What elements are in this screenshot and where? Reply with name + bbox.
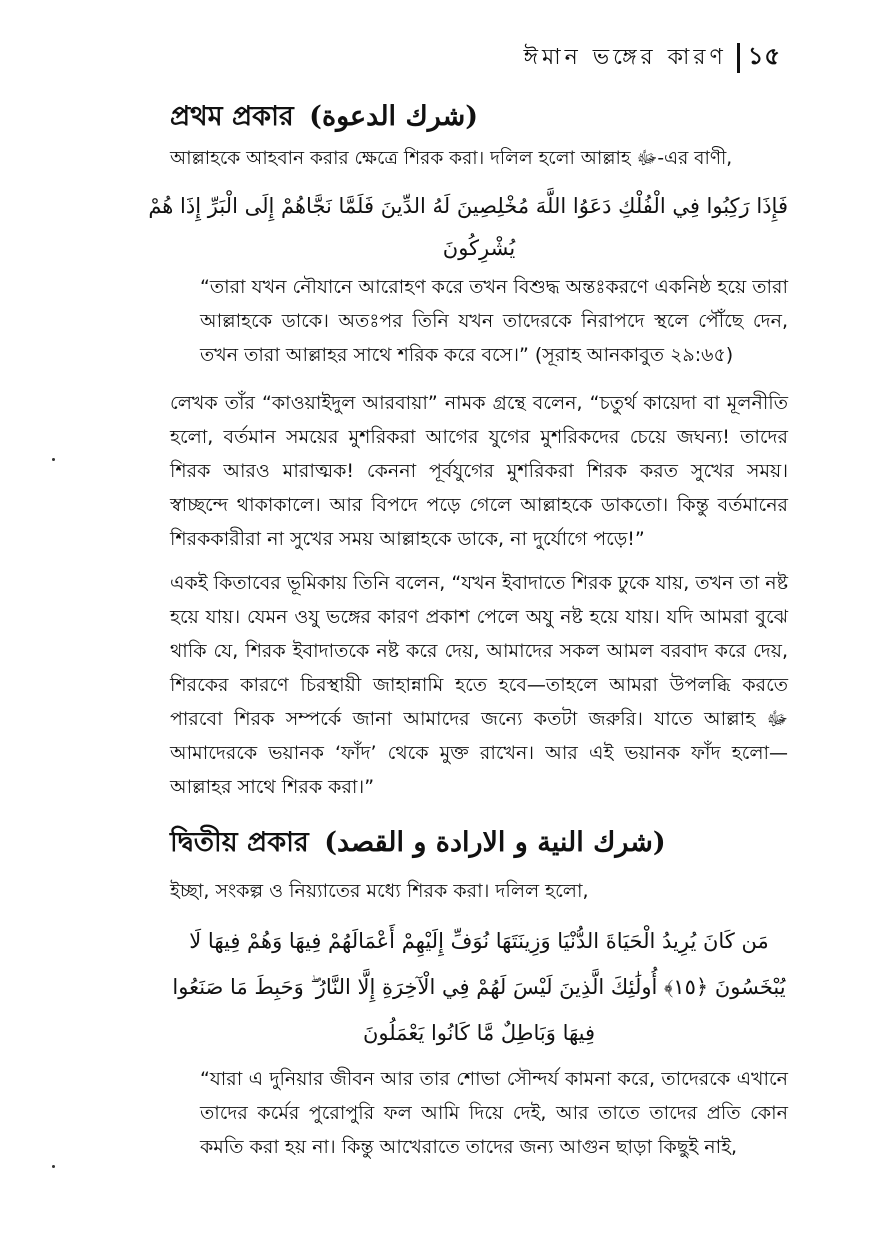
verse-translation-quote: “তারা যখন নৌযানে আরোহণ করে তখন বিশুদ্ধ অন্তঃকরণে একনিষ্ঠ হয়ে তারা আল্লাহকে ডাকে। অতঃপর তিনি যখন তাদেরকে নিরাপদে স্থলে পৌঁছে দেন, তখন তারা আল্লাহর সাথে শরিক করে বসে।” (সূরাহ আনকাবুত ২৯:৬৫) <box>200 276 788 366</box>
quran-verse-line: فَإِذَا رَكِبُوا فِي الْفُلْكِ دَعَوُا اللَّهَ مُخْلِصِينَ لَهُ الدِّينَ فَلَمَّا نَجَّاهُمْ إِلَى الْبَرِّ إِذَا هُمْ <box>148 194 788 218</box>
heading-bengali: প্রথম প্রকার <box>170 101 294 132</box>
section-heading-second <box>170 818 788 868</box>
quran-verse-line: فِيهَا وَبَاطِلٌ مَّا كَانُوا يَعْمَلُونَ <box>362 1021 596 1045</box>
running-header <box>524 38 781 78</box>
heading-arabic: (شرك الدعوة) <box>309 101 479 132</box>
intro-paragraph: আল্লাহকে আহবান করার ক্ষেত্রে শিরক করা। দলিল হলো আল্লাহ ﷻ-এর বাণী, <box>170 148 733 169</box>
quran-verse-line: يُبْخَسُونَ ﴿١٥﴾ أُولَٰئِكَ الَّذِينَ لَيْسَ لَهُمْ فِي الْآخِرَةِ إِلَّا النَّارُ ۖ وَحَبِطَ مَا صَنَعُوا <box>172 975 786 999</box>
scan-speck <box>52 1165 55 1168</box>
scan-speck <box>52 458 55 461</box>
verse-translation-quote: “যারা এ দুনিয়ার জীবন আর তার শোভা সৌন্দর্য কামনা করে, তাদেরকে এখানে তাদের কর্মের পুরোপুরি ফল আমি দিয়ে দেই, আর তাতে তাদের প্রতি কোন কমতি করা হয় না। কিন্তু আখেরাতে তাদের জন্য আগুন ছাড়া কিছুই নাই, <box>200 1068 788 1158</box>
body-paragraph: একই কিতাবের ভূমিকায় তিনি বলেন, “যখন ইবাদাতে শিরক ঢুকে যায়, তখন তা নষ্ট হয়ে যায়। যেমন ওযু ভঙ্গের কারণ প্রকাশ পেলে অযু নষ্ট হয়ে যায়। যদি আমরা বুঝে থাকি যে, শিরক ইবাদাতকে নষ্ট করে দেয়, আমাদের সকল আমল বরবাদ করে দেয়, শিরকের কারণে চিরস্থায়ী জাহান্নামি হতে হবে—তাহলে আমরা উপলব্ধি করতে পারবো শিরক সম্পর্কে জানা আমাদের জন্যে কতটা জরুরি। যাতে আল্লাহ ﷻ আমাদেরকে ভয়ানক ‘ফাঁদ’ থেকে মুক্ত রাখেন। আর এই ভয়ানক ফাঁদ হলো—আল্লাহর সাথে শিরক করা।” <box>170 572 788 798</box>
heading-arabic: (شرك النية و الارادة و القصد) <box>324 827 666 858</box>
running-title: ঈমান ভঙ্গের কারণ <box>523 44 727 70</box>
header-divider <box>737 43 740 73</box>
heading-bengali: দ্বিতীয় প্রকার <box>170 827 309 858</box>
body-paragraph: লেখক তাঁর “কাওয়াইদুল আরবায়া” নামক গ্রন্থে বলেন, “চতুর্থ কায়েদা বা মূলনীতি হলো, বর্তমান সময়ের মুশরিকরা আগের যুগের মুশরিকদের চেয়ে জঘন্য! তাদের শিরক আরও মারাত্মক! কেননা পূর্বযুগের মুশরিকরা শিরক করত সুখের সময়। স্বাচ্ছন্দে থাকাকালে। আর বিপদে পড়ে গেলে আল্লাহকে ডাকতো। কিন্তু বর্তমানের শিরককারীরা না সুখের সময় আল্লাহকে ডাকে, না দুর্যোগে পড়ে!” <box>170 392 788 550</box>
page-number: ১৫ <box>747 42 781 70</box>
intro-paragraph: ইচ্ছা, সংকল্প ও নিয়্যাতের মধ্যে শিরক করা। দলিল হলো, <box>170 880 589 902</box>
quran-verse-line: يُشْرِكُونَ <box>442 236 516 260</box>
page-body <box>148 92 788 1164</box>
section-heading-first <box>170 92 788 142</box>
quran-verse-line: مَن كَانَ يُرِيدُ الْحَيَاةَ الدُّنْيَا وَزِينَتَهَا نُوَفِّ إِلَيْهِمْ أَعْمَالَهُمْ فِيهَا وَهُمْ فِيهَا لَا <box>189 929 769 953</box>
